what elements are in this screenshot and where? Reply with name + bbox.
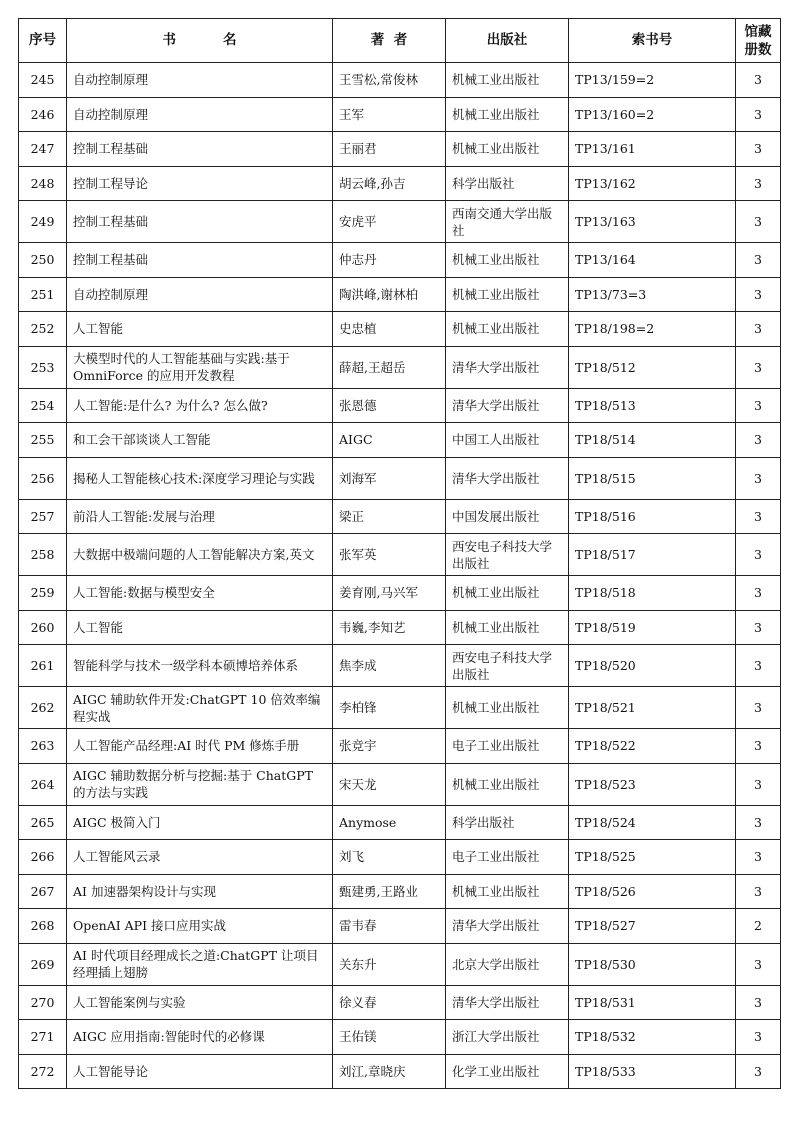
- book-title: 人工智能导论: [67, 1054, 333, 1089]
- book-author: 薛超,王超岳: [333, 346, 446, 388]
- book-title: 人工智能案例与实验: [67, 985, 333, 1020]
- book-publisher: 中国发展出版社: [446, 499, 569, 534]
- book-call-number: TP18/512: [569, 346, 736, 388]
- row-number: 254: [19, 388, 67, 423]
- row-number: 252: [19, 312, 67, 347]
- book-call-number: TP13/163: [569, 201, 736, 243]
- row-number: 256: [19, 457, 67, 499]
- book-title: OpenAI API 接口应用实战: [67, 909, 333, 944]
- book-author: AIGC: [333, 423, 446, 458]
- book-publisher: 机械工业出版社: [446, 63, 569, 98]
- table-header: [19, 19, 781, 63]
- book-author: 关东升: [333, 943, 446, 985]
- book-copies: 3: [736, 166, 781, 201]
- table-row: [19, 576, 781, 611]
- book-title: AI 加速器架构设计与实现: [67, 874, 333, 909]
- row-number: 272: [19, 1054, 67, 1089]
- book-copies: 3: [736, 1054, 781, 1089]
- book-author: 刘海军: [333, 457, 446, 499]
- table-row: [19, 132, 781, 167]
- row-number: 269: [19, 943, 67, 985]
- row-number: 257: [19, 499, 67, 534]
- book-copies: 3: [736, 97, 781, 132]
- book-author: 王雪松,常俊林: [333, 63, 446, 98]
- book-author: 梁正: [333, 499, 446, 534]
- table-row: [19, 201, 781, 243]
- book-copies: 3: [736, 243, 781, 278]
- row-number: 253: [19, 346, 67, 388]
- row-number: 266: [19, 840, 67, 875]
- book-title: 自动控制原理: [67, 97, 333, 132]
- table-row: [19, 985, 781, 1020]
- book-title: 大模型时代的人工智能基础与实践:基于 OmniForce 的应用开发教程: [67, 346, 333, 388]
- row-number: 265: [19, 805, 67, 840]
- book-title: 控制工程基础: [67, 201, 333, 243]
- book-copies: 3: [736, 312, 781, 347]
- row-number: 263: [19, 729, 67, 764]
- book-title: 人工智能风云录: [67, 840, 333, 875]
- book-title: 控制工程基础: [67, 132, 333, 167]
- book-call-number: TP18/525: [569, 840, 736, 875]
- book-author: 宋天龙: [333, 763, 446, 805]
- book-author: 韦巍,李知艺: [333, 610, 446, 645]
- book-call-number: TP18/514: [569, 423, 736, 458]
- book-publisher: 科学出版社: [446, 166, 569, 201]
- row-number: 247: [19, 132, 67, 167]
- table-row: [19, 499, 781, 534]
- book-copies: 3: [736, 874, 781, 909]
- row-number: 264: [19, 763, 67, 805]
- book-publisher: 浙江大学出版社: [446, 1020, 569, 1055]
- book-call-number: TP18/531: [569, 985, 736, 1020]
- book-publisher: 中国工人出版社: [446, 423, 569, 458]
- book-author: 张军英: [333, 534, 446, 576]
- table-row: [19, 312, 781, 347]
- table-row: [19, 840, 781, 875]
- book-publisher: 机械工业出版社: [446, 874, 569, 909]
- table-row: [19, 346, 781, 388]
- book-copies: 3: [736, 277, 781, 312]
- book-call-number: TP18/513: [569, 388, 736, 423]
- book-call-number: TP18/524: [569, 805, 736, 840]
- book-copies: 3: [736, 132, 781, 167]
- book-title: 大数据中极端问题的人工智能解决方案,英文: [67, 534, 333, 576]
- book-title: AIGC 辅助软件开发:ChatGPT 10 倍效率编程实战: [67, 687, 333, 729]
- book-call-number: TP13/160=2: [569, 97, 736, 132]
- table-row: [19, 729, 781, 764]
- book-author: 张恩德: [333, 388, 446, 423]
- book-call-number: TP13/164: [569, 243, 736, 278]
- book-title: 自动控制原理: [67, 63, 333, 98]
- row-number: 270: [19, 985, 67, 1020]
- book-copies: 3: [736, 576, 781, 611]
- book-title: AIGC 极简入门: [67, 805, 333, 840]
- book-publisher: 电子工业出版社: [446, 840, 569, 875]
- book-author: 甄建勇,王路业: [333, 874, 446, 909]
- table-row: [19, 97, 781, 132]
- book-copies: 3: [736, 1020, 781, 1055]
- row-number: 259: [19, 576, 67, 611]
- row-number: 245: [19, 63, 67, 98]
- book-author: 徐义春: [333, 985, 446, 1020]
- book-publisher: 机械工业出版社: [446, 243, 569, 278]
- book-copies: 3: [736, 645, 781, 687]
- table-row: [19, 423, 781, 458]
- book-title: 控制工程导论: [67, 166, 333, 201]
- book-title: AIGC 辅助数据分析与挖掘:基于 ChatGPT 的方法与实践: [67, 763, 333, 805]
- book-publisher: 机械工业出版社: [446, 687, 569, 729]
- book-publisher: 科学出版社: [446, 805, 569, 840]
- book-author: 刘江,章晓庆: [333, 1054, 446, 1089]
- book-author: 焦李成: [333, 645, 446, 687]
- book-call-number: TP18/530: [569, 943, 736, 985]
- book-title: 和工会干部谈谈人工智能: [67, 423, 333, 458]
- book-publisher: 清华大学出版社: [446, 985, 569, 1020]
- book-call-number: TP18/518: [569, 576, 736, 611]
- book-publisher: 西南交通大学出版社: [446, 201, 569, 243]
- book-copies: 2: [736, 909, 781, 944]
- table-row: [19, 63, 781, 98]
- book-publisher: 清华大学出版社: [446, 388, 569, 423]
- row-number: 251: [19, 277, 67, 312]
- book-author: 陶洪峰,谢林柏: [333, 277, 446, 312]
- book-publisher: 机械工业出版社: [446, 132, 569, 167]
- book-copies: 3: [736, 534, 781, 576]
- book-publisher: 北京大学出版社: [446, 943, 569, 985]
- book-author: 王军: [333, 97, 446, 132]
- book-publisher: 化学工业出版社: [446, 1054, 569, 1089]
- book-publisher: 西安电子科技大学出版社: [446, 534, 569, 576]
- header-author: 著 者: [333, 19, 446, 63]
- book-call-number: TP18/523: [569, 763, 736, 805]
- book-author: 史忠植: [333, 312, 446, 347]
- table-row: [19, 457, 781, 499]
- header-no: 序号: [19, 19, 67, 63]
- table-row: [19, 166, 781, 201]
- book-copies: 3: [736, 201, 781, 243]
- book-title: 智能科学与技术一级学科本硕博培养体系: [67, 645, 333, 687]
- table-row: [19, 277, 781, 312]
- table-body: [19, 63, 781, 1089]
- book-copies: 3: [736, 729, 781, 764]
- book-copies: 3: [736, 499, 781, 534]
- book-title: 人工智能: [67, 610, 333, 645]
- book-publisher: 西安电子科技大学出版社: [446, 645, 569, 687]
- book-copies: 3: [736, 423, 781, 458]
- book-author: 刘飞: [333, 840, 446, 875]
- row-number: 267: [19, 874, 67, 909]
- book-title: AIGC 应用指南:智能时代的必修课: [67, 1020, 333, 1055]
- header-call-number: 索书号: [569, 19, 736, 63]
- book-publisher: 电子工业出版社: [446, 729, 569, 764]
- table-row: [19, 909, 781, 944]
- row-number: 260: [19, 610, 67, 645]
- book-copies: 3: [736, 805, 781, 840]
- book-call-number: TP13/73=3: [569, 277, 736, 312]
- book-copies: 3: [736, 346, 781, 388]
- table-row: [19, 687, 781, 729]
- book-title: 自动控制原理: [67, 277, 333, 312]
- book-title: 揭秘人工智能核心技术:深度学习理论与实践: [67, 457, 333, 499]
- book-copies: 3: [736, 457, 781, 499]
- book-title: 控制工程基础: [67, 243, 333, 278]
- book-call-number: TP18/519: [569, 610, 736, 645]
- book-copies: 3: [736, 63, 781, 98]
- row-number: 246: [19, 97, 67, 132]
- book-copies: 3: [736, 763, 781, 805]
- book-publisher: 机械工业出版社: [446, 97, 569, 132]
- book-call-number: TP18/517: [569, 534, 736, 576]
- row-number: 250: [19, 243, 67, 278]
- table-row: [19, 805, 781, 840]
- book-publisher: 机械工业出版社: [446, 277, 569, 312]
- book-call-number: TP18/516: [569, 499, 736, 534]
- table-row: [19, 534, 781, 576]
- book-copies: 3: [736, 985, 781, 1020]
- row-number: 268: [19, 909, 67, 944]
- book-publisher: 清华大学出版社: [446, 909, 569, 944]
- book-publisher: 机械工业出版社: [446, 610, 569, 645]
- row-number: 249: [19, 201, 67, 243]
- row-number: 255: [19, 423, 67, 458]
- table-row: [19, 1054, 781, 1089]
- book-title: 人工智能:数据与模型安全: [67, 576, 333, 611]
- book-title: 人工智能: [67, 312, 333, 347]
- table-row: [19, 874, 781, 909]
- book-title: AI 时代项目经理成长之道:ChatGPT 让项目经理插上翅膀: [67, 943, 333, 985]
- book-call-number: TP18/533: [569, 1054, 736, 1089]
- book-title: 人工智能产品经理:AI 时代 PM 修炼手册: [67, 729, 333, 764]
- book-publisher: 清华大学出版社: [446, 346, 569, 388]
- table-row: [19, 610, 781, 645]
- book-call-number: TP13/162: [569, 166, 736, 201]
- book-call-number: TP13/161: [569, 132, 736, 167]
- book-publisher: 机械工业出版社: [446, 312, 569, 347]
- book-call-number: TP18/515: [569, 457, 736, 499]
- book-title: 前沿人工智能:发展与治理: [67, 499, 333, 534]
- book-copies: 3: [736, 610, 781, 645]
- table-row: [19, 243, 781, 278]
- row-number: 258: [19, 534, 67, 576]
- row-number: 261: [19, 645, 67, 687]
- book-copies: 3: [736, 840, 781, 875]
- table-row: [19, 943, 781, 985]
- book-author: 仲志丹: [333, 243, 446, 278]
- book-author: 李柏锋: [333, 687, 446, 729]
- book-author: 安虎平: [333, 201, 446, 243]
- book-author: 王丽君: [333, 132, 446, 167]
- book-publisher: 清华大学出版社: [446, 457, 569, 499]
- header-copies: 馆藏册数: [736, 19, 781, 63]
- book-call-number: TP18/198=2: [569, 312, 736, 347]
- header-row: [19, 19, 781, 63]
- row-number: 248: [19, 166, 67, 201]
- book-author: 王佑镁: [333, 1020, 446, 1055]
- book-list-table: [18, 18, 781, 1089]
- book-publisher: 机械工业出版社: [446, 763, 569, 805]
- book-call-number: TP18/532: [569, 1020, 736, 1055]
- book-author: 雷韦春: [333, 909, 446, 944]
- header-title: 书 名: [67, 19, 333, 63]
- book-author: Anymose: [333, 805, 446, 840]
- book-copies: 3: [736, 943, 781, 985]
- book-author: 胡云峰,孙吉: [333, 166, 446, 201]
- book-call-number: TP18/521: [569, 687, 736, 729]
- book-title: 人工智能:是什么? 为什么? 怎么做?: [67, 388, 333, 423]
- book-call-number: TP13/159=2: [569, 63, 736, 98]
- row-number: 271: [19, 1020, 67, 1055]
- header-publisher: 出版社: [446, 19, 569, 63]
- book-copies: 3: [736, 388, 781, 423]
- book-call-number: TP18/526: [569, 874, 736, 909]
- row-number: 262: [19, 687, 67, 729]
- book-copies: 3: [736, 687, 781, 729]
- book-author: 张竞宇: [333, 729, 446, 764]
- table-row: [19, 388, 781, 423]
- table-row: [19, 763, 781, 805]
- table-row: [19, 645, 781, 687]
- book-author: 姜育刚,马兴军: [333, 576, 446, 611]
- book-call-number: TP18/522: [569, 729, 736, 764]
- book-call-number: TP18/527: [569, 909, 736, 944]
- book-publisher: 机械工业出版社: [446, 576, 569, 611]
- table-row: [19, 1020, 781, 1055]
- book-call-number: TP18/520: [569, 645, 736, 687]
